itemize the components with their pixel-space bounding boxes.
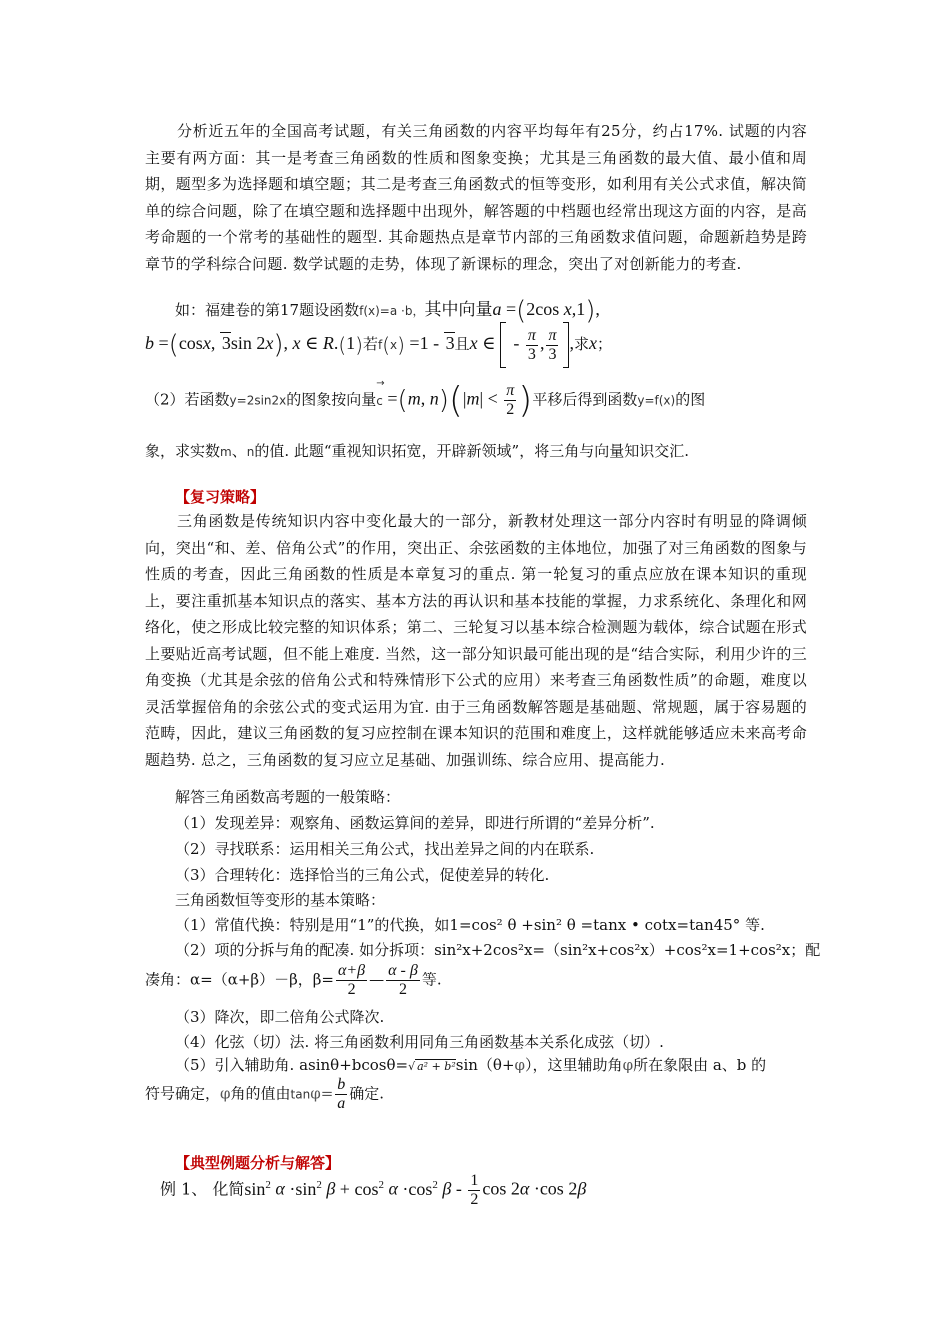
item5-c: ），这里辅助角 [525, 1056, 623, 1074]
part2-n: n [246, 445, 255, 459]
item5-line2-a: 符号确定， [145, 1084, 221, 1103]
part2-after: 平移后得到函数 [532, 390, 638, 409]
strategy-heading: 【复习策略】 [175, 488, 266, 506]
example-1: 例 1、 化简$\sin^2 \alpha \cdot\sin^2$ $\beta + \cos^2 \alpha \cdot\cos^2$ β - $\frac{1}{2}$ cos 2α ·cos 2β [160, 1172, 587, 1208]
solve-item: （1）发现差异：观察角、函数运算间的差异，即进行所谓的“差异分析”. [175, 814, 655, 832]
solve-title: 解答三角函数高考题的一般策略： [175, 788, 401, 806]
item2-minus: — [369, 970, 385, 989]
item2-b: 凑角：α=（α+β）－β，β= [145, 970, 334, 989]
part2-func2: y=f(x) [637, 393, 676, 408]
ex1-frac-num: 1 [470, 1172, 479, 1189]
item5-sqrt: a² + b² [417, 1060, 456, 1073]
item2-f1-num: α+β [337, 962, 366, 979]
solve-item: （3）合理转化：选择恰当的三角公式，促使差异的转化. [175, 866, 550, 884]
item2-end: 等. [421, 970, 442, 989]
example-func: f(x)=a ·b， [359, 304, 425, 318]
intro-paragraph: 分析近五年的全国高考试题，有关三角函数的内容平均每年有25分，约占17%. 试题的内容主要有两方面：其一是考查三角函数的性质和图象变换；尤其是三角函数的最大值、最小值和周期，题型多为选择题和填空题；其二是考查三角函数式的恒等变形，如利用有关公式求值，解决简单的综合问题，除了在填空题和选择题中出现外，解答题的中档题也经常出现这方面的内容，是高考命题的一个常考的基础性的题型. 其命题热点是章节内部的三角函数求值问题，命题新趋势是跨章节的学科综合问题. 数学试题的走势，体现了新课标的理念，突出了对创新能力的考查. [145, 122, 807, 273]
strategy-paragraph: 三角函数是传统知识内容中变化最大的一部分，新教材处理这一部分内容时有明显的降调倾向，突出“和、差、倍角公式”的作用，突出正、余弦函数的主体地位，加强了对三角函数的图象与性质的考查，因此三角函数的性质是本章复习的重点. 第一轮复习的重点应放在课本知识的重现上，要注重抓基本知识点的落实、基本方法的再认识和基本技能的掌握，力求系统化、条理化和网络化，使之形成比较完整的知识体系；第二、三轮复习以基本综合检测题为载体，综合试题在形式上要贴近高考试题，但不能上难度. 当然，这一部分知识最可能出现的是“结合实际，利用少许的三角变换（尤其是余弦的倍角公式和特殊情形下公式的应用）来考查三角函数性质”的命题，难度以灵活掌握倍角的余弦公式的变式运用为宜. 由于三角函数解答题是基础题、常规题，属于容易题的范畴，因此，建议三角函数的复习应控制在课本知识的范围和难度上，这样就能够适应未来高考命题趋势. 总之，三角函数的复习应立足基础、加强训练、综合应用、提高能力. [145, 512, 807, 769]
examples-heading: 【典型例题分析与解答】 [175, 1154, 341, 1172]
item5-line2-c: 确定. [349, 1084, 385, 1103]
item5-line2-b: 角的值由 [230, 1084, 291, 1103]
item2-f1-den: 2 [347, 981, 356, 998]
part2-line2-a: 象，求实数 [145, 442, 221, 460]
item2-f2-num: α - β [388, 962, 418, 979]
ex1-frac-den: 2 [470, 1191, 479, 1208]
ex1-label: 例 1、 化简 [160, 1179, 245, 1199]
item5-frac-den: a [337, 1095, 346, 1112]
line2-find: 求 [573, 335, 589, 353]
part2-m: m [220, 445, 232, 459]
item5-a: （5）引入辅助角. asinθ+bcosθ= [175, 1056, 409, 1074]
item5-tan: tan [290, 1087, 311, 1102]
part2-line: （2）若函数y=2sin2x的图象按向量→ c =(m, n)(|m| < $\frac{\pi}{2}$ )平移后得到函数y=f(x)的图 [145, 380, 815, 430]
part2-sep: 、 [231, 442, 247, 460]
identity-item-4: （4）化弦（切）法. 将三角函数利用同角三角函数基本关系化成弦（切）. [175, 1033, 664, 1051]
identity-item-2: （2）项的分拆与角的配凑. 如分拆项：sin²x+2cos²x=（sin²x+cos²x）+cos²x=1+cos²x；配 [175, 941, 821, 959]
part2-vec: → c [376, 394, 383, 408]
part2-end: 的图 [675, 390, 706, 409]
identity-title: 三角函数恒等变形的基本策略： [175, 891, 386, 909]
line2-given: 若 [362, 335, 378, 353]
part2-prefix: （2）若函数 [145, 390, 230, 409]
identity-item-1: （1）常值代换：特别是用“1”的代换，如1=cos² θ +sin² θ =tanx • cotx=tan45° 等. [175, 916, 765, 934]
example-vector-text: 其中向量 [424, 300, 493, 320]
line2-and: 且 [454, 335, 470, 353]
identity-item-2-cont [145, 962, 815, 1002]
identity-item-5: （5）引入辅助角. asinθ+bcosθ=√ a² + b²sin（θ+φ），这里辅助角φ所在象限由 a、b 的 [175, 1056, 767, 1074]
example-line-2: b =(cosx, 3sin 2x), x ∈ R.(1)若f(x) =1 - 3且x ∈ - $\frac{\pi}{3}$ , $\frac{\pi}{3}$ ,求x； [145, 322, 815, 372]
item5-frac-num: b [337, 1076, 346, 1093]
part2-line2-b: 的值. 此题“重视知识拓宽，开辟新领域”，将三角与向量知识交汇. [254, 442, 689, 460]
solve-item: （2）寻找联系：运用相关三角公式，找出差异之间的内在联系. [175, 840, 595, 858]
part2-line-2 [145, 440, 815, 461]
item5-phi: φ [514, 1056, 526, 1074]
part2-mid: 的图象按向量 [286, 390, 377, 409]
item5-b: sin（θ+ [455, 1056, 515, 1074]
item2-f2-den: 2 [399, 981, 407, 998]
item5-d: 所在象限由 a、b 的 [633, 1056, 767, 1074]
example-line-1: 如：福建卷的第17题设函数f(x)=a ·b，其中向量a =(2cos x,1), [175, 296, 600, 326]
example-prefix: 如：福建卷的第17题设函数 [175, 301, 360, 319]
part2-func: y=2sin2x [229, 393, 287, 408]
identity-item-3: （3）降次，即二倍角公式降次. [175, 1008, 385, 1026]
identity-item-5-cont: 符号确定，φ角的值由tanφ= $\frac{b}{a}$ 确定. [145, 1076, 385, 1112]
